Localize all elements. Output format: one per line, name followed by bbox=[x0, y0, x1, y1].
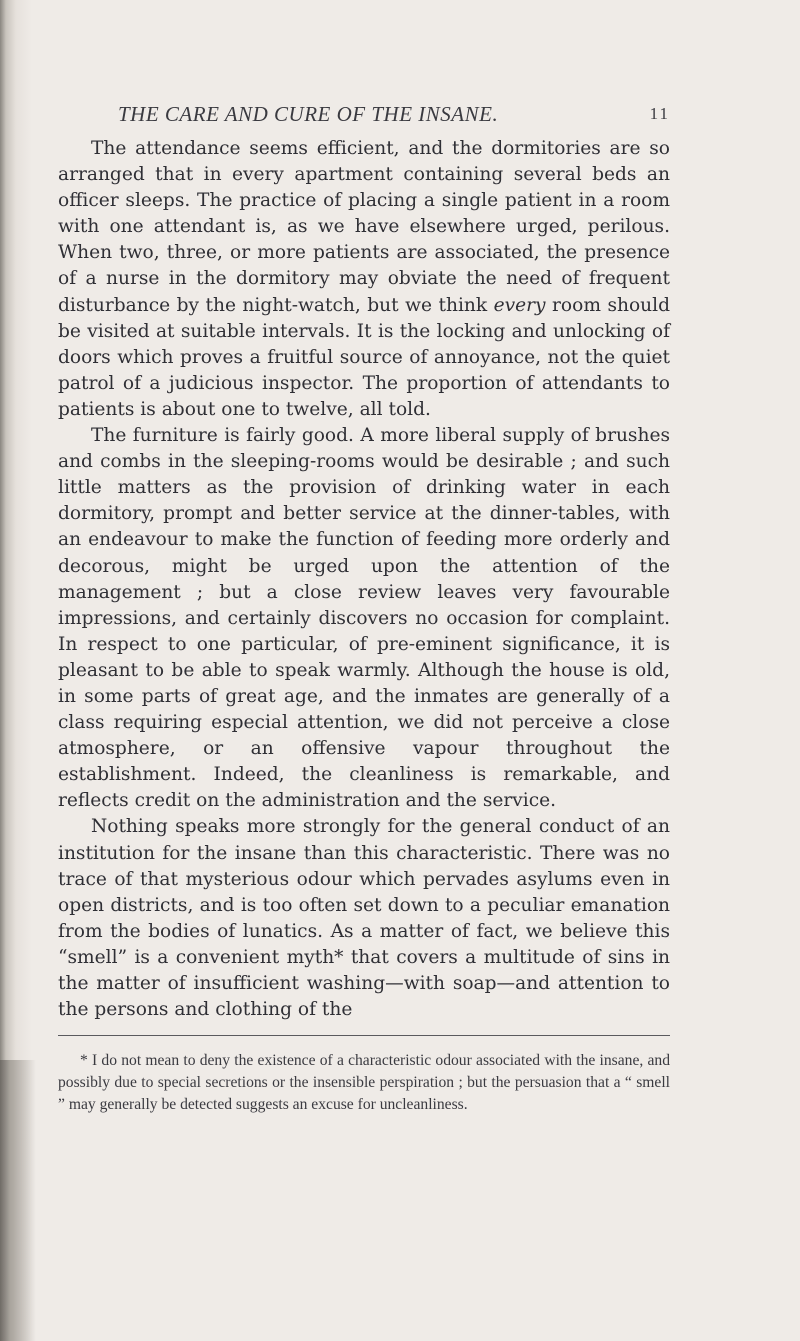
paragraph-2: The furniture is fairly good. A more liberal supply of brushes and combs in the sleeping-rooms would be desirable ; and such little matters as the provision of drinking water in each dormitory, prompt and better service at the dinner-tables, with an endeavour to make the function of feeding more orderly and decorous, might be urged upon the attention of the management ; but a close review leaves very favourable impressions, and certainly discovers no occasion for complaint. In respect to one particular, of pre-eminent significance, it is pleasant to be able to speak warmly. Although the house is old, in some parts of great age, and the inmates are generally of a class requiring especial attention, we did not perceive a close atmosphere, or an offensive vapour throughout the establishment. Indeed, the cleanliness is remarkable, and reflects credit on the administration and the service. bbox=[58, 425, 670, 812]
paragraph-1-part-a: The attendance seems efficient, and the dormitories are so arranged that in every apartment containing several beds an officer sleeps. The practice of placing a single patient in a room with one attendant is, as we have elsewhere urged, perilous. When two, three, or more patients are associated, the presence of a nurse in the dormitory may obviate the need of frequent disturbance by the night-watch, but we think bbox=[58, 138, 670, 316]
emphasis-every: every bbox=[493, 294, 546, 316]
paragraph-3: Nothing speaks more strongly for the general conduct of an institution for the insane than this characteristic. There was no trace of that mysterious odour which pervades asylums even in open districts, and is too often set down to a peculiar emanation from the bodies of lunatics. As a matter of fact, we believe this “smell” is a convenient myth* that covers a multitude of sins in the matter of insufficient washing—with soap—and attention to the persons and clothing of the bbox=[58, 816, 670, 1021]
footnote-rule bbox=[58, 1035, 670, 1036]
paragraph-1-part-b: room should be visited at suitable intervals. It is the locking and unlocking of doors which proves a fruitful source of annoyance, not the quiet patrol of a judicious inspector. The proportion of attendants to patients is about one to twelve, all told. bbox=[58, 294, 670, 420]
running-title: THE CARE AND CURE OF THE INSANE. bbox=[118, 102, 499, 126]
body-text bbox=[58, 136, 670, 1023]
page-number: 11 bbox=[649, 104, 670, 123]
footnote bbox=[58, 1050, 670, 1116]
paragraph-1 bbox=[58, 136, 670, 423]
book-page bbox=[58, 96, 670, 1116]
page-edge-shadow bbox=[0, 1060, 36, 1341]
footnote-text: * I do not mean to deny the existence of a characteristic odour associated with the insane, and possibly due to special secretions or the insensible perspiration ; but the persuasion that a “ smell ” may generally be detected suggests an excuse for uncleanliness. bbox=[58, 1052, 670, 1114]
running-head bbox=[58, 96, 670, 136]
